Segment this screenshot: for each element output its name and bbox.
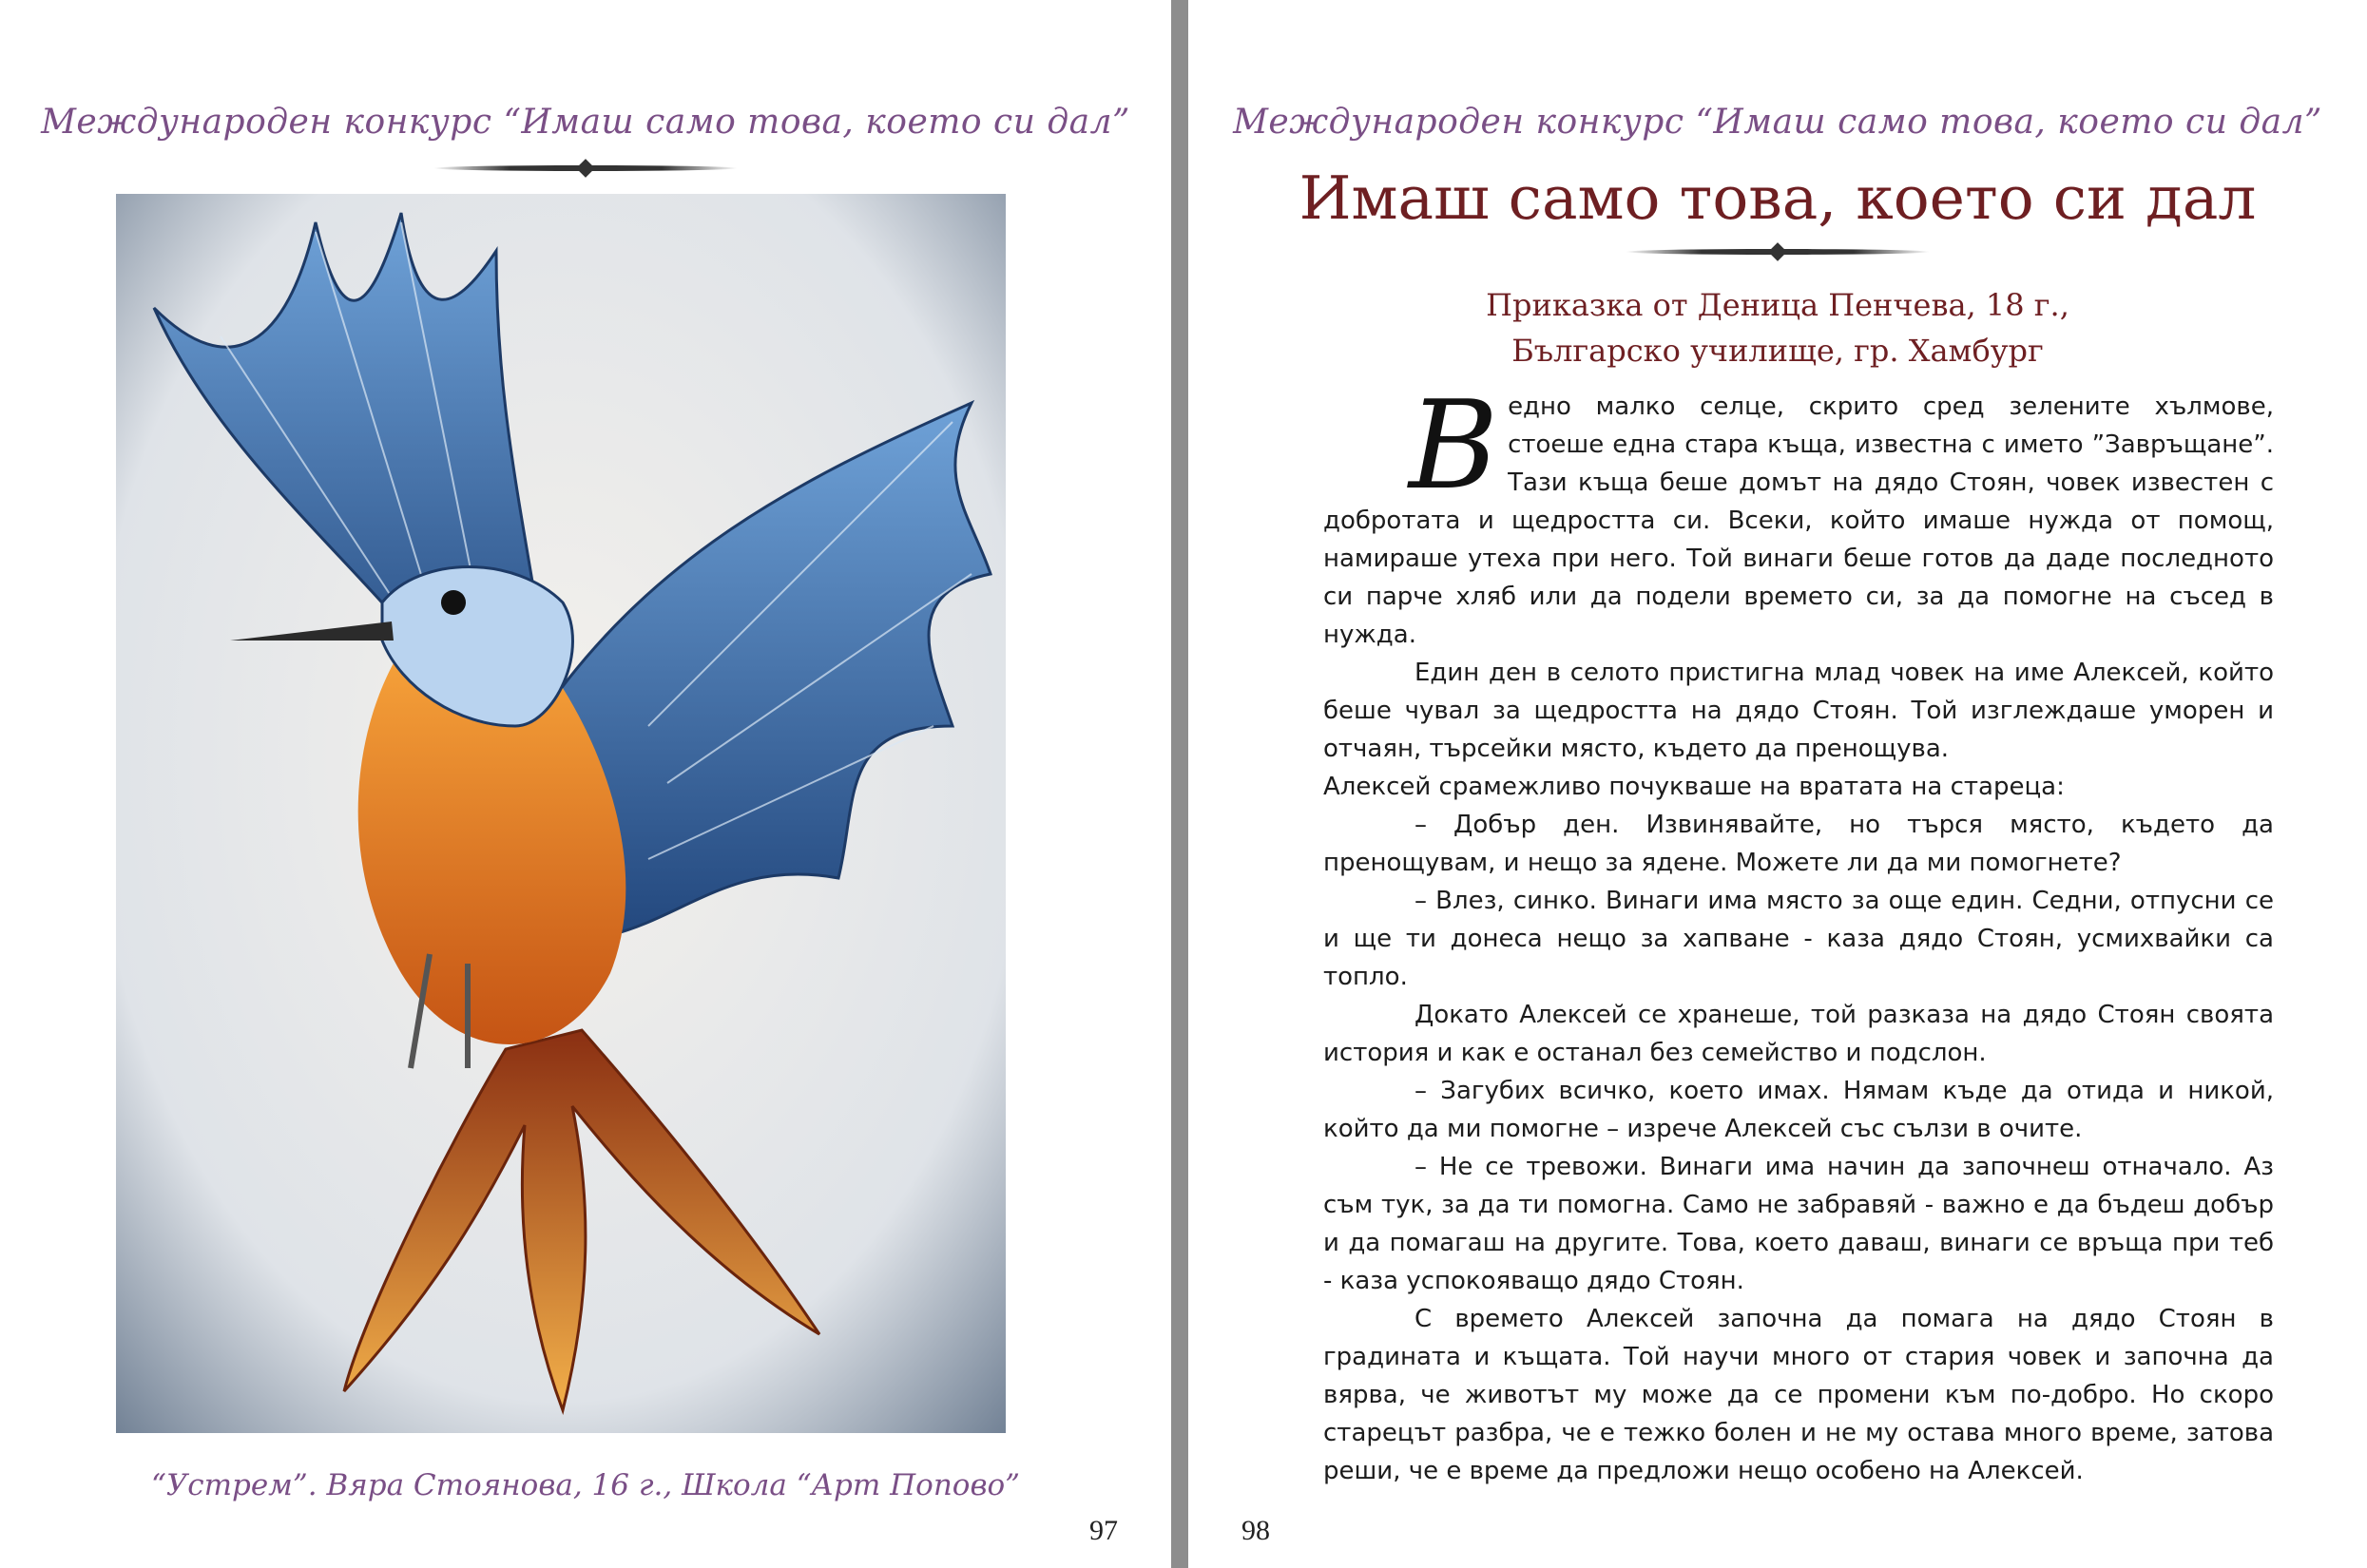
paragraph: – Не се тревожи. Винаги има начин да започнеш отначало. Аз съм тук, за да ти помогна. Само не забравяй - важно е да бъдеш добър и да помагаш на другите. Това, което даваш, винаги се връща при теб - каза успокояващо дядо Стоян.: [1323, 1153, 2274, 1295]
drop-cap: В: [1409, 375, 1499, 517]
contest-header: Международен конкурс “Имаш само това, което си дал”: [41, 103, 1130, 142]
artwork-caption: “Устрем”. Вяра Стоянова, 16 г., Школа “Арт Попово”: [150, 1468, 1020, 1502]
contest-header: Международен конкурс “Имаш само това, което си дал”: [1233, 103, 2322, 142]
story-text: [1323, 375, 2274, 1490]
left-page: [0, 0, 1171, 1568]
paragraph: С времето Алексей започна да помага на дядо Стоян в градината и къщата. Той научи много от стария човек и започна да вярва, че животът му може да се промени към по-добро. Но скоро старецът разбра, че е тежко болен и не му остава много време, затова реши, че е време да предложи нещо особено на Алексей.: [1323, 1305, 2274, 1485]
author-line: Приказка от Деница Пенчева, 18 г.,: [1486, 287, 2069, 323]
bird-painting-icon: [116, 194, 1006, 1433]
header-ornament: [433, 165, 738, 171]
story-title: Имаш само това, което си дал: [1299, 163, 2257, 233]
page-number: 97: [1089, 1515, 1118, 1546]
paragraph: – Добър ден. Извинявайте, но търся място, където да пренощувам, и нещо за ядене. Можете ли да ми помогнете?: [1323, 811, 2274, 877]
paragraph: – Загубих всичко, което имах. Нямам къде да отида и никой, който да ми помогне – изрече Алексей със сълзи в очите.: [1323, 1077, 2274, 1143]
page-number: 98: [1241, 1515, 1270, 1546]
paragraph: Един ден в селото пристигна млад човек на име Алексей, който беше чувал за щедростта на дядо Стоян. Той изглеждаше уморен и отчаян, търсейки място, където да пренощува.: [1323, 659, 2274, 763]
right-page: [1188, 0, 2367, 1568]
school-line: Българско училище, гр. Хамбург: [1511, 333, 2044, 369]
paragraph: едно малко селце, скрито сред зелените хълмове, стоеше една стара къща, известна с името ”Завръщане”. Тази къща беше домът на дядо Стоян, човек известен с добротата и щедростта си. Всеки, който имаше нужда от помощ, намираше утеха при него. Той винаги беше готов да даде последното си парче хляб или да подели времето си, за да помогне на съсед в нужда.: [1323, 392, 2274, 649]
paragraph: Алексей срамежливо почукваше на вратата на стареца:: [1323, 773, 2065, 801]
paragraph: Докато Алексей се хранеше, той разказа на дядо Стоян своята история и как е останал без семейство и подслон.: [1323, 1001, 2274, 1067]
title-ornament: [1626, 249, 1930, 255]
paragraph: – Влез, синко. Винаги има място за още един. Седни, отпусни се и ще ти донеса нещо за хапване - каза дядо Стоян, усмихвайки са топло.: [1323, 887, 2274, 991]
